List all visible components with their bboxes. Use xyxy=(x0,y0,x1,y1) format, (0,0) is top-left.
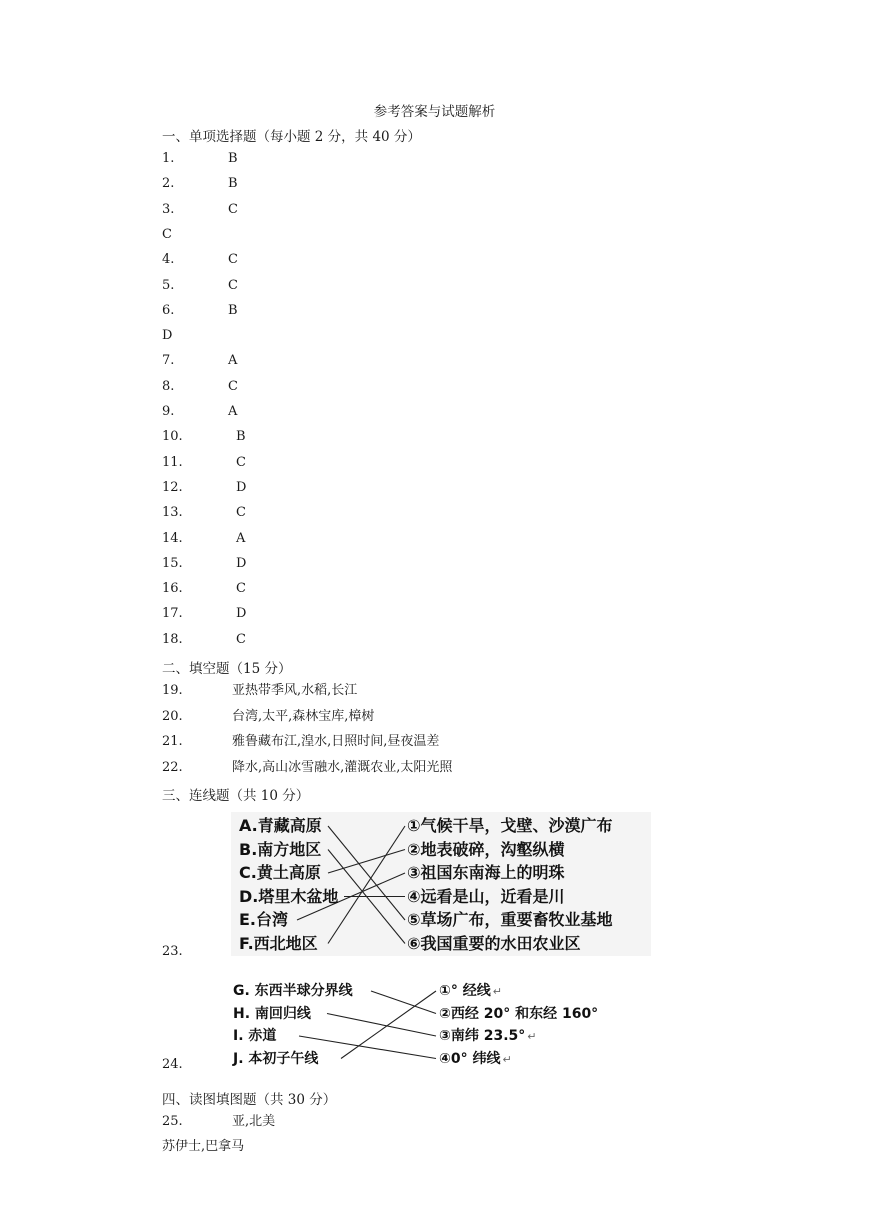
q23-link-line xyxy=(328,826,405,944)
answer-letter: B xyxy=(228,176,238,192)
answer-letter: C xyxy=(228,252,238,268)
question-number: 15. xyxy=(162,555,183,571)
answer-letter: C xyxy=(228,201,238,217)
q24-right-item xyxy=(439,1005,600,1024)
q24-left-item: I. 赤道 xyxy=(233,1028,277,1044)
q23-left-item: A.青藏高原 xyxy=(239,816,322,835)
page-title: 参考答案与试题解析 xyxy=(373,104,496,120)
fill-answer-text: 亚热带季风,水稻,长江 xyxy=(232,683,358,698)
q24-right-text: ③南纬 23.5° xyxy=(439,1028,526,1044)
answer-letter: B xyxy=(236,429,246,445)
answer-letter: B xyxy=(228,151,238,166)
fill-answer-text: 降水,高山冰雪融水,灌溉农业,太阳光照 xyxy=(232,759,453,775)
q24-left-item: H. 南回归线 xyxy=(233,1005,311,1022)
q23-left-item: B.南方地区 xyxy=(239,839,322,859)
q24-left-item: J. 本初子午线 xyxy=(233,1050,319,1067)
question-number: 17. xyxy=(162,606,183,622)
question-number: 7. xyxy=(162,353,175,369)
section-heading-map: 四、读图填图题（共 30 分） xyxy=(162,1092,337,1108)
return-mark-icon: ↵ xyxy=(502,1052,512,1066)
question-number: 1. xyxy=(162,151,175,166)
choice-answer-row xyxy=(162,251,238,269)
question-number: 21. xyxy=(162,734,183,749)
q24-right-text: ②西经 20° 和东经 160° xyxy=(439,1005,599,1022)
choice-answer-row xyxy=(162,378,238,396)
question-number: 9. xyxy=(162,404,175,419)
section-heading-choice: 一、单项选择题（每小题 2 分，共 40 分） xyxy=(162,129,421,145)
answer-letter: D xyxy=(236,555,247,571)
choice-answer-row xyxy=(162,327,172,345)
choice-answer-row xyxy=(162,631,246,649)
choice-answer-row xyxy=(162,605,246,623)
question-number: 16. xyxy=(162,581,183,597)
answer-letter: C xyxy=(236,505,246,521)
section-heading-fill: 二、填空题（15 分） xyxy=(162,661,292,677)
fill-answer-row xyxy=(162,682,357,700)
question-number: 5. xyxy=(162,277,175,293)
q23-right-item: ⑥我国重要的水田农业区 xyxy=(407,933,581,953)
return-mark-icon: ↵ xyxy=(492,985,502,998)
q23-link-line xyxy=(328,826,405,920)
answer-letter: B xyxy=(228,302,238,318)
q23-number: 23. xyxy=(162,944,183,959)
answer-letter: C xyxy=(228,378,238,394)
fill-answer-text: 台湾,太平,森林宝库,樟树 xyxy=(232,708,375,724)
q25-line xyxy=(162,1113,275,1131)
choice-answer-row xyxy=(162,555,246,573)
q24-left-item: G. 东西半球分界线 xyxy=(233,983,353,999)
fill-answer-row xyxy=(162,733,439,751)
q23-left-item: C.黄土高原 xyxy=(239,863,321,882)
choice-answer-row xyxy=(162,226,172,244)
answer-letter: D xyxy=(162,328,173,344)
choice-answer-row xyxy=(162,201,238,219)
q23-right-item: ⑤草场广布，重要畜牧业基地 xyxy=(407,910,613,929)
question-number: 6. xyxy=(162,302,175,318)
q23-right-item: ②地表破碎，沟壑纵横 xyxy=(407,839,565,859)
q24-matching-image xyxy=(231,978,631,1072)
question-number: 11. xyxy=(162,454,183,470)
question-number: 3. xyxy=(162,201,175,217)
question-number: 13. xyxy=(162,505,183,521)
q24-link-line xyxy=(371,991,436,1014)
question-number: 2. xyxy=(162,176,175,192)
question-number: 18. xyxy=(162,631,183,647)
question-number: 22. xyxy=(162,759,183,775)
answer-letter: C xyxy=(236,631,246,647)
choice-answer-row xyxy=(162,277,238,295)
choice-answer-row xyxy=(162,403,237,421)
q24-link-line xyxy=(341,991,436,1059)
choice-answer-row xyxy=(162,352,237,370)
choice-answer-row xyxy=(162,175,238,193)
answer-letter: A xyxy=(228,404,238,419)
q23-link-line xyxy=(328,850,405,874)
answer-letter: D xyxy=(236,606,247,622)
fill-answer-text: 雅鲁藏布江,湟水,日照时间,昼夜温差 xyxy=(232,734,440,749)
answer-letter: A xyxy=(236,530,246,546)
q23-right-item: ③祖国东南海上的明珠 xyxy=(407,863,565,882)
answer-letter: C xyxy=(162,226,172,242)
q25-extra-answer: 苏伊士,巴拿马 xyxy=(162,1139,245,1154)
q23-left-item: F.西北地区 xyxy=(239,933,318,953)
q24-right-text: ④0° 纬线 xyxy=(439,1050,501,1067)
choice-answer-row xyxy=(162,530,245,548)
choice-answer-row xyxy=(162,580,246,598)
choice-answer-row xyxy=(162,479,246,497)
q23-left-item: D.塔里木盆地 xyxy=(239,886,339,906)
fill-answer-row xyxy=(162,759,452,777)
q24-right-text: ①° 经线 xyxy=(439,983,491,999)
q25-answer: 亚,北美 xyxy=(232,1114,276,1129)
question-number: 12. xyxy=(162,479,183,495)
choice-answer-row xyxy=(162,454,246,472)
answer-letter: D xyxy=(236,479,247,495)
q24-link-line xyxy=(327,1014,436,1037)
q24-right-item xyxy=(439,982,502,1001)
question-number: 14. xyxy=(162,530,183,546)
question-number: 4. xyxy=(162,252,175,268)
section-heading-matching: 三、连线题（共 10 分） xyxy=(162,788,310,804)
answer-letter: C xyxy=(236,581,246,597)
q23-matching-image xyxy=(231,812,651,956)
answer-letter: A xyxy=(228,353,238,369)
question-number: 10. xyxy=(162,429,183,445)
answer-letter: C xyxy=(228,277,238,293)
q24-number: 24. xyxy=(162,1057,183,1072)
question-number: 20. xyxy=(162,708,183,724)
choice-answer-row xyxy=(162,428,246,446)
fill-answer-row xyxy=(162,708,374,726)
q25-number: 25. xyxy=(162,1114,183,1129)
q23-right-item: ①气候干旱，戈壁、沙漠广布 xyxy=(407,816,613,835)
question-number: 19. xyxy=(162,683,183,698)
question-number: 8. xyxy=(162,378,175,394)
q23-right-item: ④远看是山，近看是川 xyxy=(407,886,565,906)
q24-right-item xyxy=(439,1050,512,1069)
choice-answer-row xyxy=(162,302,238,320)
choice-answer-row xyxy=(162,504,246,522)
answer-letter: C xyxy=(236,454,246,470)
q23-left-item: E.台湾 xyxy=(239,910,289,929)
choice-answer-row xyxy=(162,150,238,168)
return-mark-icon: ↵ xyxy=(527,1030,537,1043)
q24-right-item xyxy=(439,1027,537,1046)
